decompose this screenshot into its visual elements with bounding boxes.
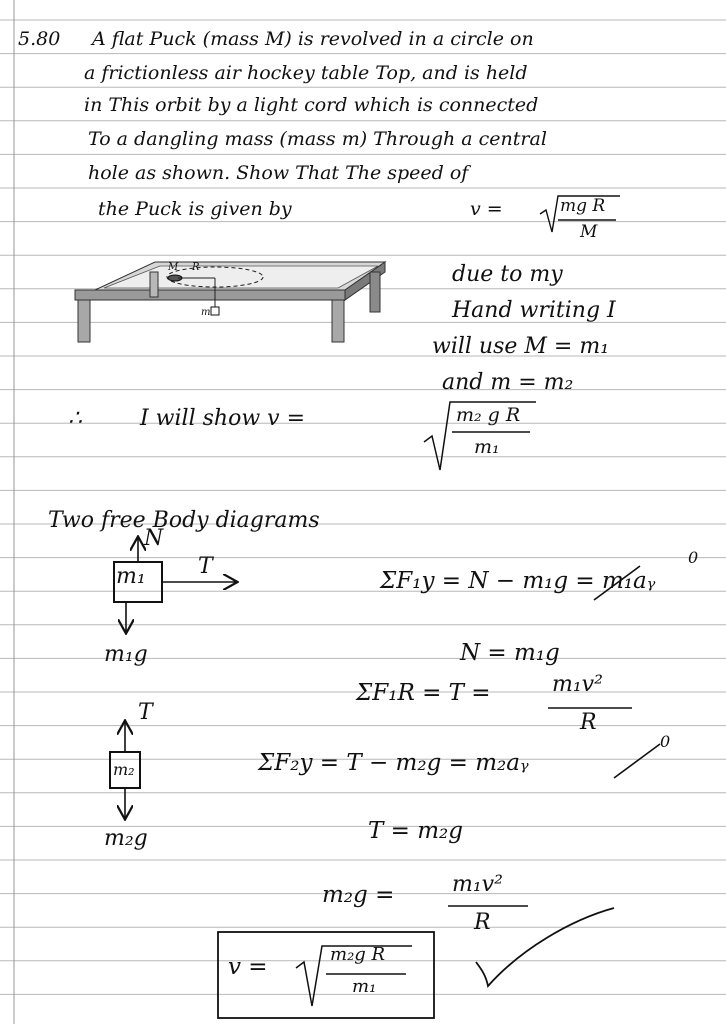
note-line-1: due to my: [452, 262, 563, 287]
final-answer-lhs: v =: [228, 954, 268, 980]
note-line-3: will use M = m₁: [432, 334, 610, 359]
problem-line-5: hole as shown. Show That The speed of: [88, 162, 469, 184]
equation-sum-f1y: ΣF₁y = N − m₁g = m₁aᵧ: [380, 568, 656, 594]
fbd-box2-T: T: [138, 700, 153, 725]
problem-formula-lhs: v =: [470, 198, 503, 220]
equation-sum-f2y-zero: 0: [660, 732, 671, 751]
final-answer-num: m₂g R: [330, 944, 386, 965]
problem-line-6: the Puck is given by: [98, 198, 292, 220]
problem-formula-num: mg R: [560, 196, 606, 216]
figure-label-M: M: [168, 262, 179, 273]
note-line-2: Hand writing I: [452, 298, 616, 323]
show-den: m₁: [474, 436, 500, 458]
equation-normal: N = m₁g: [460, 640, 560, 666]
equation-tension: T = m₂g: [368, 818, 463, 844]
equation-combined-den: R: [474, 910, 491, 935]
fbd-box1-N: N: [144, 526, 164, 551]
equation-combined-num: m₁v²: [452, 872, 503, 897]
equation-sum-f1r-den: R: [580, 710, 597, 735]
problem-line-3: in This orbit by a light cord which is connected: [84, 94, 539, 116]
figure-label-R: R: [192, 262, 200, 273]
problem-formula-den: M: [580, 222, 598, 242]
equation-combined: m₂g =: [322, 882, 395, 908]
therefore-symbol: ∴: [68, 406, 82, 431]
fbd-title: Two free Body diagrams: [48, 508, 320, 533]
note-line-4: and m = m₂: [442, 370, 574, 395]
equation-sum-f1y-zero: 0: [688, 548, 699, 567]
problem-line-2: a frictionless air hockey table Top, and is held: [84, 62, 528, 84]
show-num: m₂ g R: [456, 404, 521, 426]
figure-label-m: m: [201, 307, 211, 318]
problem-number: 5.80: [18, 28, 61, 50]
problem-line-4: To a dangling mass (mass m) Through a central: [88, 128, 547, 150]
fbd-box2-label: m₂: [113, 760, 135, 779]
problem-line-1: A flat Puck (mass M) is revolved in a circle on: [92, 28, 534, 50]
fbd-box2-weight: m₂g: [104, 826, 148, 851]
fbd-box1-weight: m₁g: [104, 642, 148, 667]
equation-sum-f1r-num: m₁v²: [552, 672, 603, 697]
equation-sum-f1r: ΣF₁R = T =: [356, 680, 491, 706]
equation-sum-f2y: ΣF₂y = T − m₂g = m₂aᵧ: [258, 750, 529, 776]
fbd-box1-T: T: [198, 554, 213, 579]
final-answer-den: m₁: [352, 976, 377, 997]
fbd-box1-label: m₁: [116, 564, 146, 589]
show-text: I will show v =: [140, 406, 305, 431]
